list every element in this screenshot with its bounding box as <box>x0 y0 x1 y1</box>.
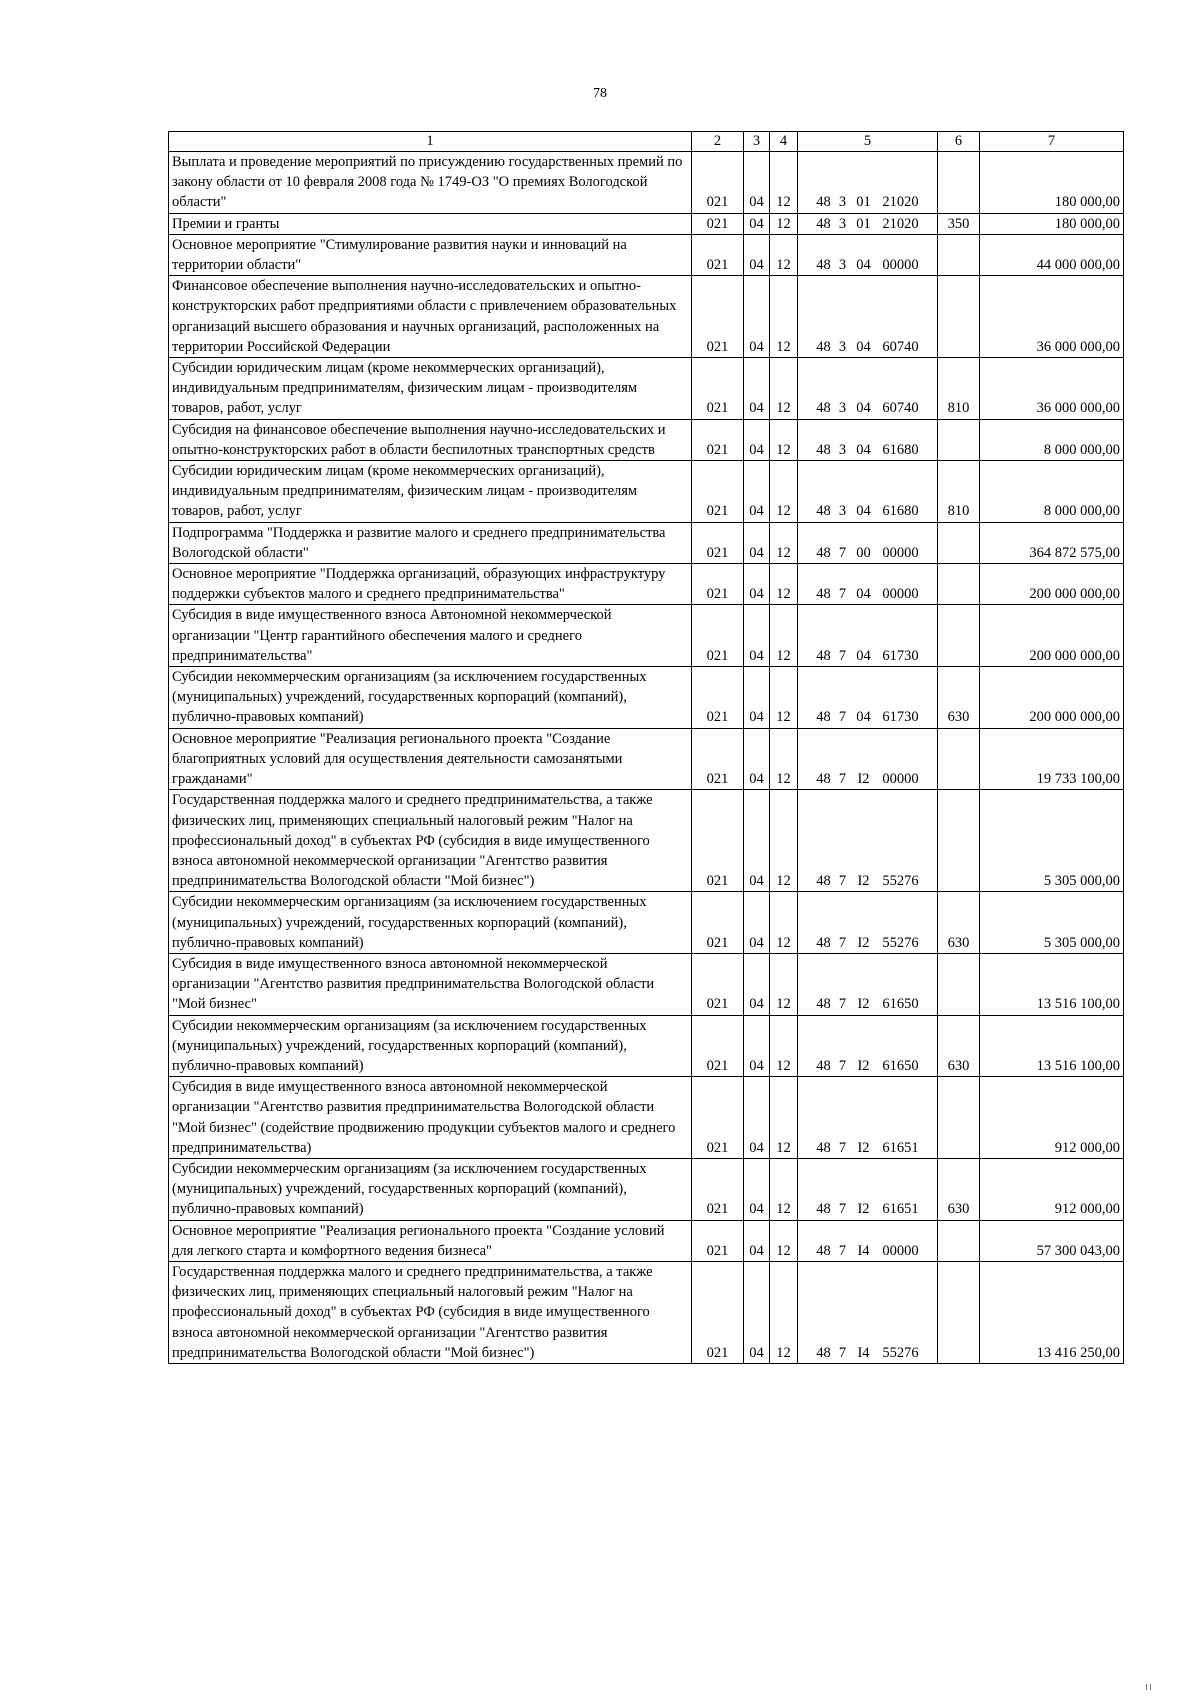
row-expense-type: 810 <box>938 358 980 420</box>
header-row <box>169 132 1124 152</box>
row-section-code: 04 <box>744 728 770 790</box>
table-row <box>169 790 1124 892</box>
target-code-part: I4 <box>857 1242 870 1259</box>
row-section-code: 04 <box>744 358 770 420</box>
row-section-code: 04 <box>744 1077 770 1159</box>
row-target-code <box>798 790 938 892</box>
row-subsection-code: 12 <box>770 892 798 954</box>
row-target-code <box>798 213 938 234</box>
row-section-code: 04 <box>744 419 770 460</box>
row-name: Подпрограмма "Поддержка и развитие малого и среднего предпринимательства Вологодской области" <box>169 522 692 563</box>
target-code-part: 3 <box>838 503 847 520</box>
row-expense-type: 630 <box>938 892 980 954</box>
row-amount: 36 000 000,00 <box>980 276 1124 358</box>
target-code-part: 48 <box>816 441 831 458</box>
target-code-part: I2 <box>857 934 870 951</box>
target-code-part: 7 <box>838 544 847 561</box>
row-amount: 13 516 100,00 <box>980 1015 1124 1077</box>
row-target-code <box>798 522 938 563</box>
row-name: Субсидии юридическим лицам (кроме некоммерческих организаций), индивидуальным предпринимателям, физическим лицам - производителям товаров, работ, услуг <box>169 358 692 420</box>
target-code-part: 7 <box>838 771 847 788</box>
target-code-part: 04 <box>856 709 871 726</box>
row-section-code: 04 <box>744 667 770 729</box>
row-target-code <box>798 1158 938 1220</box>
row-subsection-code: 12 <box>770 152 798 214</box>
table-row <box>169 276 1124 358</box>
row-admin-code: 021 <box>692 213 744 234</box>
target-code-part: 04 <box>856 441 871 458</box>
header-cell: 5 <box>798 132 938 152</box>
row-amount: 5 305 000,00 <box>980 790 1124 892</box>
row-target-code <box>798 564 938 605</box>
row-admin-code: 021 <box>692 461 744 523</box>
row-admin-code: 021 <box>692 564 744 605</box>
row-section-code: 04 <box>744 564 770 605</box>
row-name: Субсидии некоммерческим организациям (за исключением государственных (муниципальных) учреждений, государственных корпораций (компаний), публично-правовых компаний) <box>169 1158 692 1220</box>
row-target-code <box>798 605 938 667</box>
row-expense-type: 350 <box>938 213 980 234</box>
target-code-part: 00000 <box>882 257 919 274</box>
row-section-code: 04 <box>744 790 770 892</box>
row-target-code <box>798 1077 938 1159</box>
row-section-code: 04 <box>744 1261 770 1363</box>
target-code-part: 48 <box>816 400 831 417</box>
row-section-code: 04 <box>744 522 770 563</box>
row-name: Субсидия в виде имущественного взноса автономной некоммерческой организации "Агентство развития предпринимательства Вологодской области "Мой бизнес" (содействие продвижению продукции субъектов малого и среднего предпринимательства) <box>169 1077 692 1159</box>
budget-table <box>168 131 1124 1364</box>
row-expense-type <box>938 152 980 214</box>
row-subsection-code: 12 <box>770 276 798 358</box>
target-code-part: 48 <box>816 1057 831 1074</box>
row-name: Финансовое обеспечение выполнения научно-исследовательских и опытно-конструкторских работ предприятиями области с привлечением образовательных организаций высшего образования и научных организаций, расположенных на территории Российской Федерации <box>169 276 692 358</box>
row-amount: 200 000 000,00 <box>980 667 1124 729</box>
header-cell: 6 <box>938 132 980 152</box>
row-expense-type <box>938 728 980 790</box>
table-row <box>169 419 1124 460</box>
target-code-part: 48 <box>816 771 831 788</box>
row-admin-code: 021 <box>692 1220 744 1261</box>
target-code-part: 21020 <box>882 215 919 232</box>
row-admin-code: 021 <box>692 419 744 460</box>
row-target-code <box>798 358 938 420</box>
target-code-part: 48 <box>816 586 831 603</box>
target-code-part: 7 <box>838 586 847 603</box>
target-code-part: I2 <box>857 873 870 890</box>
target-code-part: 48 <box>816 257 831 274</box>
row-subsection-code: 12 <box>770 522 798 563</box>
row-section-code: 04 <box>744 461 770 523</box>
row-expense-type: 630 <box>938 1158 980 1220</box>
header-cell: 3 <box>744 132 770 152</box>
target-code-part: 48 <box>816 544 831 561</box>
target-code-part: 3 <box>838 400 847 417</box>
target-code-part: 61730 <box>882 709 919 726</box>
row-expense-type: 810 <box>938 461 980 523</box>
row-expense-type: 630 <box>938 1015 980 1077</box>
row-amount: 200 000 000,00 <box>980 564 1124 605</box>
target-code-part: 48 <box>816 215 831 232</box>
row-subsection-code: 12 <box>770 667 798 729</box>
row-name: Премии и гранты <box>169 213 692 234</box>
table-row <box>169 152 1124 214</box>
target-code-part: 7 <box>838 873 847 890</box>
row-name: Основное мероприятие "Поддержка организаций, образующих инфраструктуру поддержки субъектов малого и среднего предпринимательства" <box>169 564 692 605</box>
row-admin-code: 021 <box>692 1158 744 1220</box>
target-code-part: 7 <box>838 709 847 726</box>
target-code-part: 7 <box>838 996 847 1013</box>
row-section-code: 04 <box>744 234 770 275</box>
row-subsection-code: 12 <box>770 564 798 605</box>
target-code-part: 48 <box>816 1201 831 1218</box>
row-subsection-code: 12 <box>770 234 798 275</box>
row-section-code: 04 <box>744 152 770 214</box>
row-expense-type <box>938 276 980 358</box>
target-code-part: I2 <box>857 771 870 788</box>
row-amount: 57 300 043,00 <box>980 1220 1124 1261</box>
target-code-part: 48 <box>816 338 831 355</box>
row-section-code: 04 <box>744 953 770 1015</box>
row-admin-code: 021 <box>692 234 744 275</box>
row-target-code <box>798 276 938 358</box>
target-code-part: 55276 <box>882 1344 919 1361</box>
row-amount: 5 305 000,00 <box>980 892 1124 954</box>
row-amount: 13 416 250,00 <box>980 1261 1124 1363</box>
target-code-part: I2 <box>857 1139 870 1156</box>
row-expense-type <box>938 522 980 563</box>
row-name: Государственная поддержка малого и среднего предпринимательства, а также физических лиц, применяющих специальный налоговый режим "Налог на профессиональный доход" в субъектах РФ (субсидия в виде имущественного взноса автономной некоммерческой организации "Агентство развития предпринимательства Вологодской области "Мой бизнес") <box>169 790 692 892</box>
row-admin-code: 021 <box>692 667 744 729</box>
row-name: Основное мероприятие "Реализация регионального проекта "Создание благоприятных условий для осуществления деятельности самозанятыми гражданами" <box>169 728 692 790</box>
target-code-part: 61651 <box>882 1201 919 1218</box>
target-code-part: 48 <box>816 996 831 1013</box>
target-code-part: 48 <box>816 934 831 951</box>
row-amount: 44 000 000,00 <box>980 234 1124 275</box>
row-expense-type <box>938 1261 980 1363</box>
target-code-part: 61730 <box>882 647 919 664</box>
scan-mark <box>1146 1684 1154 1690</box>
target-code-part: 7 <box>838 1242 847 1259</box>
row-target-code <box>798 1261 938 1363</box>
target-code-part: 00000 <box>882 771 919 788</box>
row-section-code: 04 <box>744 1158 770 1220</box>
table-row <box>169 1077 1124 1159</box>
table-row <box>169 605 1124 667</box>
table-row <box>169 1015 1124 1077</box>
row-admin-code: 021 <box>692 1261 744 1363</box>
target-code-part: 61680 <box>882 503 919 520</box>
header-cell: 1 <box>169 132 692 152</box>
table-row <box>169 953 1124 1015</box>
row-name: Основное мероприятие "Стимулирование развития науки и инноваций на территории области" <box>169 234 692 275</box>
row-expense-type <box>938 790 980 892</box>
target-code-part: 55276 <box>882 934 919 951</box>
table-row <box>169 234 1124 275</box>
table-row <box>169 358 1124 420</box>
target-code-part: 61680 <box>882 441 919 458</box>
row-target-code <box>798 953 938 1015</box>
row-amount: 200 000 000,00 <box>980 605 1124 667</box>
target-code-part: 21020 <box>882 194 919 211</box>
table-row <box>169 461 1124 523</box>
row-name: Государственная поддержка малого и среднего предпринимательства, а также физических лиц, применяющих специальный налоговый режим "Налог на профессиональный доход" в субъектах РФ (субсидия в виде имущественного взноса автономной некоммерческой организации "Агентство развития предпринимательства Вологодской области "Мой бизнес") <box>169 1261 692 1363</box>
row-subsection-code: 12 <box>770 419 798 460</box>
row-name: Субсидии некоммерческим организациям (за исключением государственных (муниципальных) учреждений, государственных корпораций (компаний), публично-правовых компаний) <box>169 667 692 729</box>
target-code-part: 3 <box>838 257 847 274</box>
row-admin-code: 021 <box>692 358 744 420</box>
target-code-part: 48 <box>816 503 831 520</box>
row-target-code <box>798 152 938 214</box>
target-code-part: 04 <box>856 647 871 664</box>
row-admin-code: 021 <box>692 1077 744 1159</box>
row-subsection-code: 12 <box>770 728 798 790</box>
row-admin-code: 021 <box>692 522 744 563</box>
row-expense-type <box>938 1077 980 1159</box>
row-subsection-code: 12 <box>770 1015 798 1077</box>
row-name: Субсидии некоммерческим организациям (за исключением государственных (муниципальных) учреждений, государственных корпораций (компаний), публично-правовых компаний) <box>169 892 692 954</box>
target-code-part: I2 <box>857 1201 870 1218</box>
table-row <box>169 1220 1124 1261</box>
row-section-code: 04 <box>744 892 770 954</box>
row-subsection-code: 12 <box>770 1158 798 1220</box>
row-subsection-code: 12 <box>770 953 798 1015</box>
target-code-part: 48 <box>816 1242 831 1259</box>
target-code-part: 48 <box>816 709 831 726</box>
target-code-part: 48 <box>816 1344 831 1361</box>
row-target-code <box>798 667 938 729</box>
row-target-code <box>798 728 938 790</box>
target-code-part: 7 <box>838 1139 847 1156</box>
row-expense-type <box>938 419 980 460</box>
row-amount: 19 733 100,00 <box>980 728 1124 790</box>
row-target-code <box>798 1220 938 1261</box>
target-code-part: 01 <box>856 194 871 211</box>
table-row <box>169 564 1124 605</box>
row-subsection-code: 12 <box>770 213 798 234</box>
target-code-part: 7 <box>838 934 847 951</box>
row-name: Субсидии некоммерческим организациям (за исключением государственных (муниципальных) учреждений, государственных корпораций (компаний), публично-правовых компаний) <box>169 1015 692 1077</box>
row-admin-code: 021 <box>692 1015 744 1077</box>
row-section-code: 04 <box>744 1015 770 1077</box>
row-name: Основное мероприятие "Реализация регионального проекта "Создание условий для легкого старта и комфортного ведения бизнеса" <box>169 1220 692 1261</box>
row-amount: 13 516 100,00 <box>980 953 1124 1015</box>
target-code-part: 3 <box>838 338 847 355</box>
row-section-code: 04 <box>744 605 770 667</box>
row-target-code <box>798 234 938 275</box>
row-expense-type: 630 <box>938 667 980 729</box>
row-admin-code: 021 <box>692 790 744 892</box>
target-code-part: 61650 <box>882 996 919 1013</box>
row-amount: 180 000,00 <box>980 152 1124 214</box>
row-amount: 180 000,00 <box>980 213 1124 234</box>
row-admin-code: 021 <box>692 728 744 790</box>
table-row <box>169 1158 1124 1220</box>
target-code-part: 04 <box>856 586 871 603</box>
row-name: Субсидия в виде имущественного взноса автономной некоммерческой организации "Агентство развития предпринимательства Вологодской области "Мой бизнес" <box>169 953 692 1015</box>
row-amount: 912 000,00 <box>980 1077 1124 1159</box>
target-code-part: 55276 <box>882 873 919 890</box>
target-code-part: 7 <box>838 1201 847 1218</box>
row-section-code: 04 <box>744 276 770 358</box>
row-admin-code: 021 <box>692 152 744 214</box>
target-code-part: 04 <box>856 338 871 355</box>
row-section-code: 04 <box>744 213 770 234</box>
row-subsection-code: 12 <box>770 1077 798 1159</box>
row-target-code <box>798 419 938 460</box>
row-admin-code: 021 <box>692 953 744 1015</box>
table-row <box>169 213 1124 234</box>
page-number: 78 <box>593 86 607 101</box>
row-name: Выплата и проведение мероприятий по присуждению государственных премий по закону области от 10 февраля 2008 года № 1749-ОЗ "О премиях Вологодской области" <box>169 152 692 214</box>
target-code-part: 7 <box>838 1344 847 1361</box>
row-expense-type <box>938 564 980 605</box>
row-name: Субсидия на финансовое обеспечение выполнения научно-исследовательских и опытно-конструкторских работ в области беспилотных транспортных средств <box>169 419 692 460</box>
target-code-part: 04 <box>856 257 871 274</box>
header-cell: 7 <box>980 132 1124 152</box>
target-code-part: 3 <box>838 215 847 232</box>
row-subsection-code: 12 <box>770 1261 798 1363</box>
target-code-part: 7 <box>838 647 847 664</box>
target-code-part: 04 <box>856 400 871 417</box>
target-code-part: 48 <box>816 1139 831 1156</box>
row-expense-type <box>938 605 980 667</box>
row-target-code <box>798 892 938 954</box>
row-name: Субсидия в виде имущественного взноса Автономной некоммерческой организации "Центр гарантийного обеспечения малого и среднего предпринимательства" <box>169 605 692 667</box>
target-code-part: 04 <box>856 503 871 520</box>
row-name: Субсидии юридическим лицам (кроме некоммерческих организаций), индивидуальным предпринимателям, физическим лицам - производителям товаров, работ, услуг <box>169 461 692 523</box>
target-code-part: I4 <box>857 1344 870 1361</box>
row-admin-code: 021 <box>692 605 744 667</box>
row-amount: 8 000 000,00 <box>980 461 1124 523</box>
target-code-part: 60740 <box>882 338 919 355</box>
row-subsection-code: 12 <box>770 790 798 892</box>
target-code-part: I2 <box>857 1057 870 1074</box>
target-code-part: 48 <box>816 647 831 664</box>
row-subsection-code: 12 <box>770 605 798 667</box>
row-subsection-code: 12 <box>770 1220 798 1261</box>
table-row <box>169 1261 1124 1363</box>
target-code-part: 3 <box>838 194 847 211</box>
row-amount: 36 000 000,00 <box>980 358 1124 420</box>
target-code-part: 00 <box>856 544 871 561</box>
target-code-part: 01 <box>856 215 871 232</box>
row-subsection-code: 12 <box>770 358 798 420</box>
target-code-part: 00000 <box>882 1242 919 1259</box>
target-code-part: 00000 <box>882 586 919 603</box>
table-row <box>169 522 1124 563</box>
header-cell: 2 <box>692 132 744 152</box>
target-code-part: 61650 <box>882 1057 919 1074</box>
row-target-code <box>798 461 938 523</box>
target-code-part: 3 <box>838 441 847 458</box>
target-code-part: I2 <box>857 996 870 1013</box>
header-cell: 4 <box>770 132 798 152</box>
table-row <box>169 667 1124 729</box>
target-code-part: 61651 <box>882 1139 919 1156</box>
target-code-part: 7 <box>838 1057 847 1074</box>
row-expense-type <box>938 1220 980 1261</box>
row-admin-code: 021 <box>692 276 744 358</box>
row-subsection-code: 12 <box>770 461 798 523</box>
target-code-part: 60740 <box>882 400 919 417</box>
target-code-part: 48 <box>816 873 831 890</box>
row-expense-type <box>938 234 980 275</box>
table-row <box>169 728 1124 790</box>
row-target-code <box>798 1015 938 1077</box>
row-amount: 912 000,00 <box>980 1158 1124 1220</box>
row-admin-code: 021 <box>692 892 744 954</box>
row-expense-type <box>938 953 980 1015</box>
table-row <box>169 892 1124 954</box>
target-code-part: 00000 <box>882 544 919 561</box>
row-amount: 364 872 575,00 <box>980 522 1124 563</box>
row-amount: 8 000 000,00 <box>980 419 1124 460</box>
row-section-code: 04 <box>744 1220 770 1261</box>
target-code-part: 48 <box>816 194 831 211</box>
